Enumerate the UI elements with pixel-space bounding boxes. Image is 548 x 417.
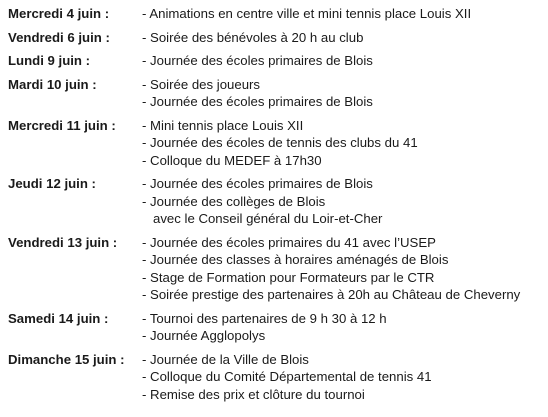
event-list	[142, 29, 548, 47]
event-item: - Journée des classes à horaires aménagés de Blois	[142, 252, 449, 267]
event-list	[142, 351, 548, 404]
event-item: - Journée des écoles primaires de Blois	[142, 94, 373, 109]
event-item: - Colloque du MEDEF à 17h30	[142, 152, 322, 168]
day-row-vendredi-6	[0, 29, 548, 47]
event-item: - Journée des écoles primaires de Blois	[142, 53, 373, 68]
event-item: - Journée des écoles primaires de Blois	[142, 176, 373, 191]
event-list	[142, 234, 548, 304]
event-item: - Soirée prestige des partenaires à 20h au Château de Cheverny	[142, 287, 521, 302]
day-label: Vendredi 13 juin :	[8, 234, 118, 250]
event-item: - Stage de Formation pour Formateurs par le CTR	[142, 269, 435, 285]
event-item-continuation: avec le Conseil général du Loir-et-Cher	[153, 211, 383, 226]
day-label: Mercredi 4 juin :	[8, 6, 110, 21]
event-item: - Animations en centre ville et mini tennis place Louis XII	[142, 6, 472, 21]
event-item: - Journée Agglopolys	[142, 328, 266, 343]
day-row-samedi-14	[0, 310, 548, 345]
event-item: - Journée de la Ville de Blois	[142, 351, 309, 367]
day-label: Dimanche 15 juin :	[8, 351, 125, 367]
event-item: - Journée des écoles primaires du 41 avec l’USEP	[142, 234, 436, 250]
day-row-lundi-9	[0, 52, 548, 70]
day-label: Vendredi 6 juin :	[8, 29, 110, 45]
event-item: - Tournoi des partenaires de 9 h 30 à 12 h	[142, 310, 387, 326]
event-item: - Remise des prix et clôture du tournoi	[142, 386, 365, 402]
event-list	[142, 175, 548, 228]
event-list	[142, 117, 548, 170]
day-row-dimanche-15	[0, 351, 548, 404]
event-item: - Mini tennis place Louis XII	[142, 117, 304, 133]
day-row-mercredi-11	[0, 117, 548, 170]
day-label: Mercredi 11 juin :	[8, 117, 116, 133]
day-label: Lundi 9 juin :	[8, 53, 91, 68]
event-list	[142, 76, 548, 111]
event-item: - Colloque du Comité Départemental de tennis 41	[142, 369, 432, 384]
day-label: Samedi 14 juin :	[8, 310, 109, 326]
day-row-mercredi-4	[0, 5, 548, 23]
event-item: - Soirée des joueurs	[142, 76, 261, 92]
event-list	[142, 5, 548, 23]
event-list	[142, 310, 548, 345]
event-list	[142, 52, 548, 70]
day-label: Jeudi 12 juin :	[8, 176, 96, 191]
day-label: Mardi 10 juin :	[8, 76, 97, 92]
day-row-vendredi-13	[0, 234, 548, 304]
day-row-jeudi-12	[0, 175, 548, 228]
event-item: - Journée des collèges de Blois	[142, 193, 326, 209]
day-row-mardi-10	[0, 76, 548, 111]
event-item: - Soirée des bénévoles à 20 h au club	[142, 29, 364, 45]
event-item: - Journée des écoles de tennis des clubs du 41	[142, 135, 418, 150]
